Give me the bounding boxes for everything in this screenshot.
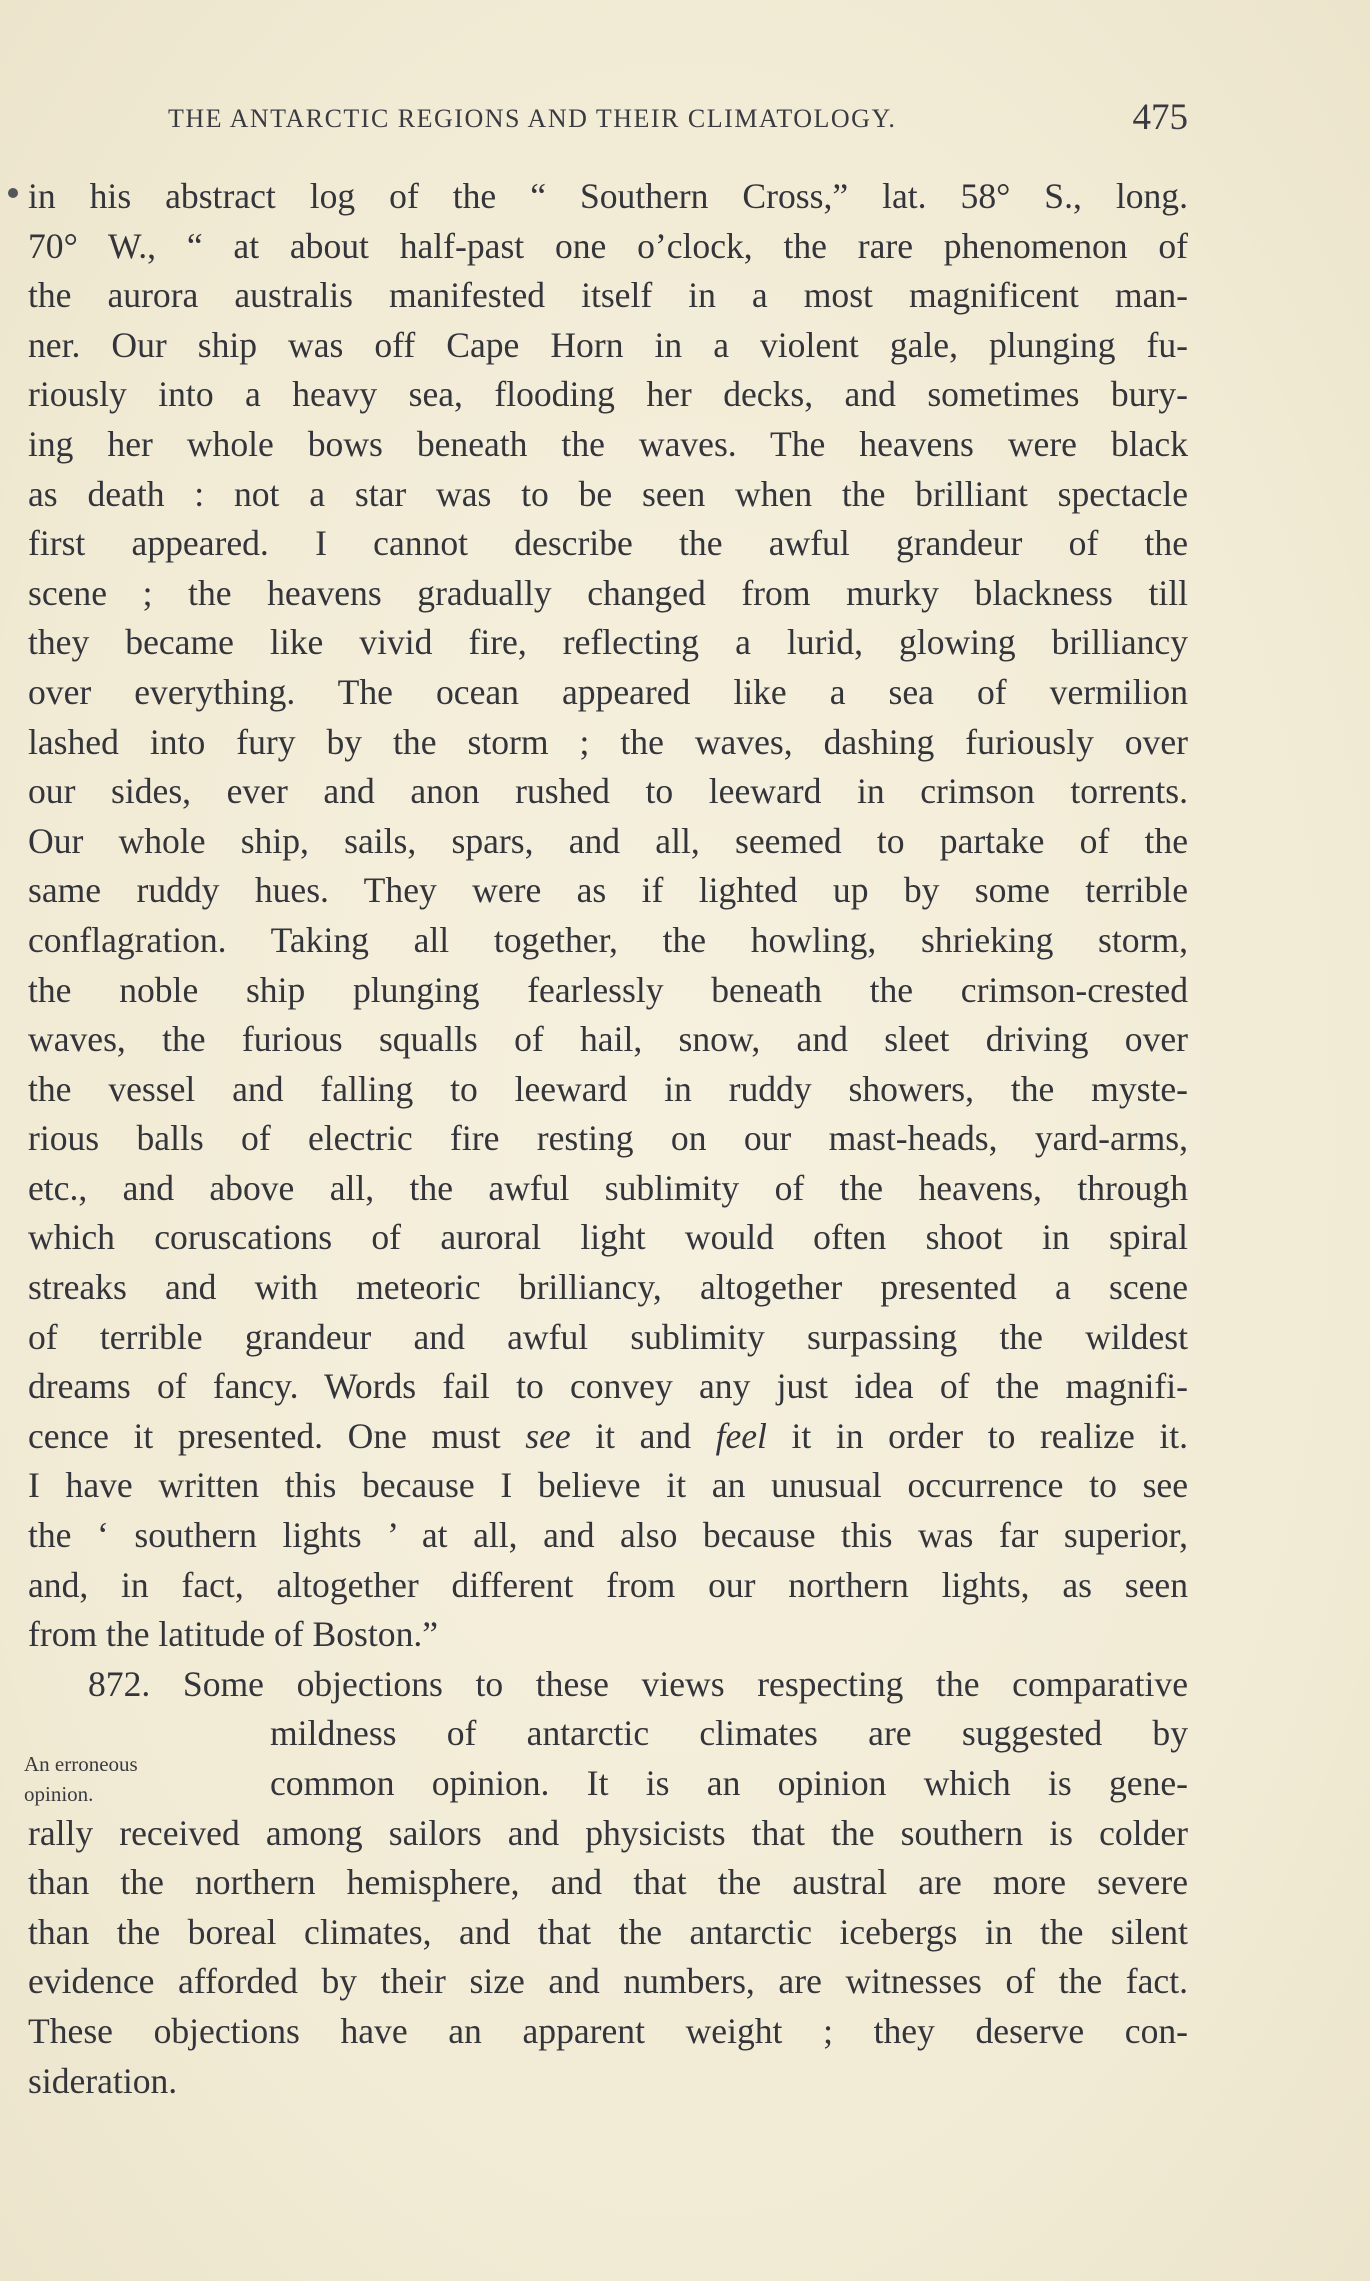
- running-title: THE ANTARCTIC REGIONS AND THEIR CLIMATOLOGY.: [168, 104, 897, 133]
- text-line: waves, the furious squalls of hail, snow, and sleet driving over: [28, 1019, 1188, 1060]
- text-line: as death : not a star was to be seen when the brilliant spectacle: [28, 473, 1188, 514]
- text-line: over everything. The ocean appeared like a sea of vermilion: [28, 671, 1188, 712]
- text-line: mildness of antarctic climates are suggested by: [270, 1713, 1188, 1754]
- text-line: rious balls of electric fire resting on our mast-heads, yard-arms,: [28, 1118, 1188, 1159]
- marginal-note-line: An erroneous: [24, 1752, 138, 1776]
- marginal-note: [24, 1749, 224, 1809]
- text-line: scene ; the heavens gradually changed from murky blackness till: [28, 572, 1188, 613]
- text-line: the aurora australis manifested itself in a most magnificent man-: [28, 275, 1188, 316]
- text-line: lashed into fury by the storm ; the waves, dashing furiously over: [28, 721, 1188, 762]
- text-line: the vessel and falling to leeward in ruddy showers, the myste-: [28, 1068, 1188, 1109]
- text-line: rally received among sailors and physicists that the southern is colder: [28, 1812, 1188, 1853]
- text-line: etc., and above all, the awful sublimity of the heavens, through: [28, 1167, 1188, 1208]
- marginal-note-line: opinion.: [24, 1782, 94, 1806]
- text-line: 70° W., “ at about half-past one o’clock, the rare phenomenon of: [28, 225, 1188, 266]
- text-line: streaks and with meteoric brilliancy, altogether presented a scene: [28, 1267, 1188, 1308]
- text-line: our sides, ever and anon rushed to leeward in crimson torrents.: [28, 771, 1188, 812]
- text-line: ner. Our ship was off Cape Horn in a violent gale, plunging fu-: [28, 324, 1188, 365]
- text-line: they became like vivid fire, reflecting a lurid, glowing brilliancy: [28, 622, 1188, 663]
- text-line: in his abstract log of the “ Southern Cross,” lat. 58° S., long.: [28, 176, 1188, 216]
- text-line: the ‘ southern lights ’ at all, and also because this was far superior,: [28, 1515, 1188, 1556]
- text-line: from the latitude of Boston.”: [28, 1614, 439, 1655]
- text-fragment: it in order to realize it.: [766, 1415, 1188, 1456]
- text-line: Our whole ship, sails, spars, and all, seemed to partake of the: [28, 820, 1188, 861]
- text-line: riously into a heavy sea, flooding her decks, and sometimes bury-: [28, 374, 1188, 415]
- text-fragment: it and: [570, 1415, 716, 1456]
- text-line: evidence afforded by their size and numbers, are witnesses of the fact.: [28, 1961, 1188, 2002]
- emphasis-see: see: [525, 1415, 571, 1456]
- text-line: I have written this because I believe it an unusual occurrence to see: [28, 1465, 1188, 1506]
- text-line: same ruddy hues. They were as if lighted up by some terrible: [28, 870, 1188, 911]
- text-line: which coruscations of auroral light would often shoot in spiral: [28, 1217, 1188, 1258]
- paragraph-start-line: 872. Some objections to these views respecting the comparative: [88, 1663, 1188, 1704]
- text-line: than the boreal climates, and that the antarctic icebergs in the silent: [28, 1911, 1188, 1952]
- text-line: than the northern hemisphere, and that the austral are more severe: [28, 1862, 1188, 1903]
- page-number: 475: [1132, 97, 1188, 138]
- emphasis-feel: feel: [715, 1415, 767, 1456]
- text-line: dreams of fancy. Words fail to convey any just idea of the magnifi-: [28, 1366, 1188, 1407]
- text-line-emphasis: [28, 1412, 1188, 1462]
- body-text: [28, 172, 1188, 2106]
- ink-mark-icon: [8, 188, 18, 198]
- text-line: ing her whole bows beneath the waves. The heavens were black: [28, 423, 1188, 464]
- text-line: conflagration. Taking all together, the howling, shrieking storm,: [28, 919, 1188, 960]
- text-line: of terrible grandeur and awful sublimity surpassing the wildest: [28, 1316, 1188, 1357]
- text-line: and, in fact, altogether different from our northern lights, as seen: [28, 1564, 1188, 1605]
- text-line: common opinion. It is an opinion which is gene-: [270, 1763, 1188, 1803]
- running-head: [168, 97, 1188, 144]
- text-line: the noble ship plunging fearlessly beneath the crimson-crested: [28, 969, 1188, 1010]
- text-line: These objections have an apparent weight ; they deserve con-: [28, 2010, 1188, 2051]
- text-line: sideration.: [28, 2060, 178, 2101]
- text-line: first appeared. I cannot describe the awful grandeur of the: [28, 523, 1188, 564]
- text-fragment: cence it presented. One must: [28, 1415, 526, 1456]
